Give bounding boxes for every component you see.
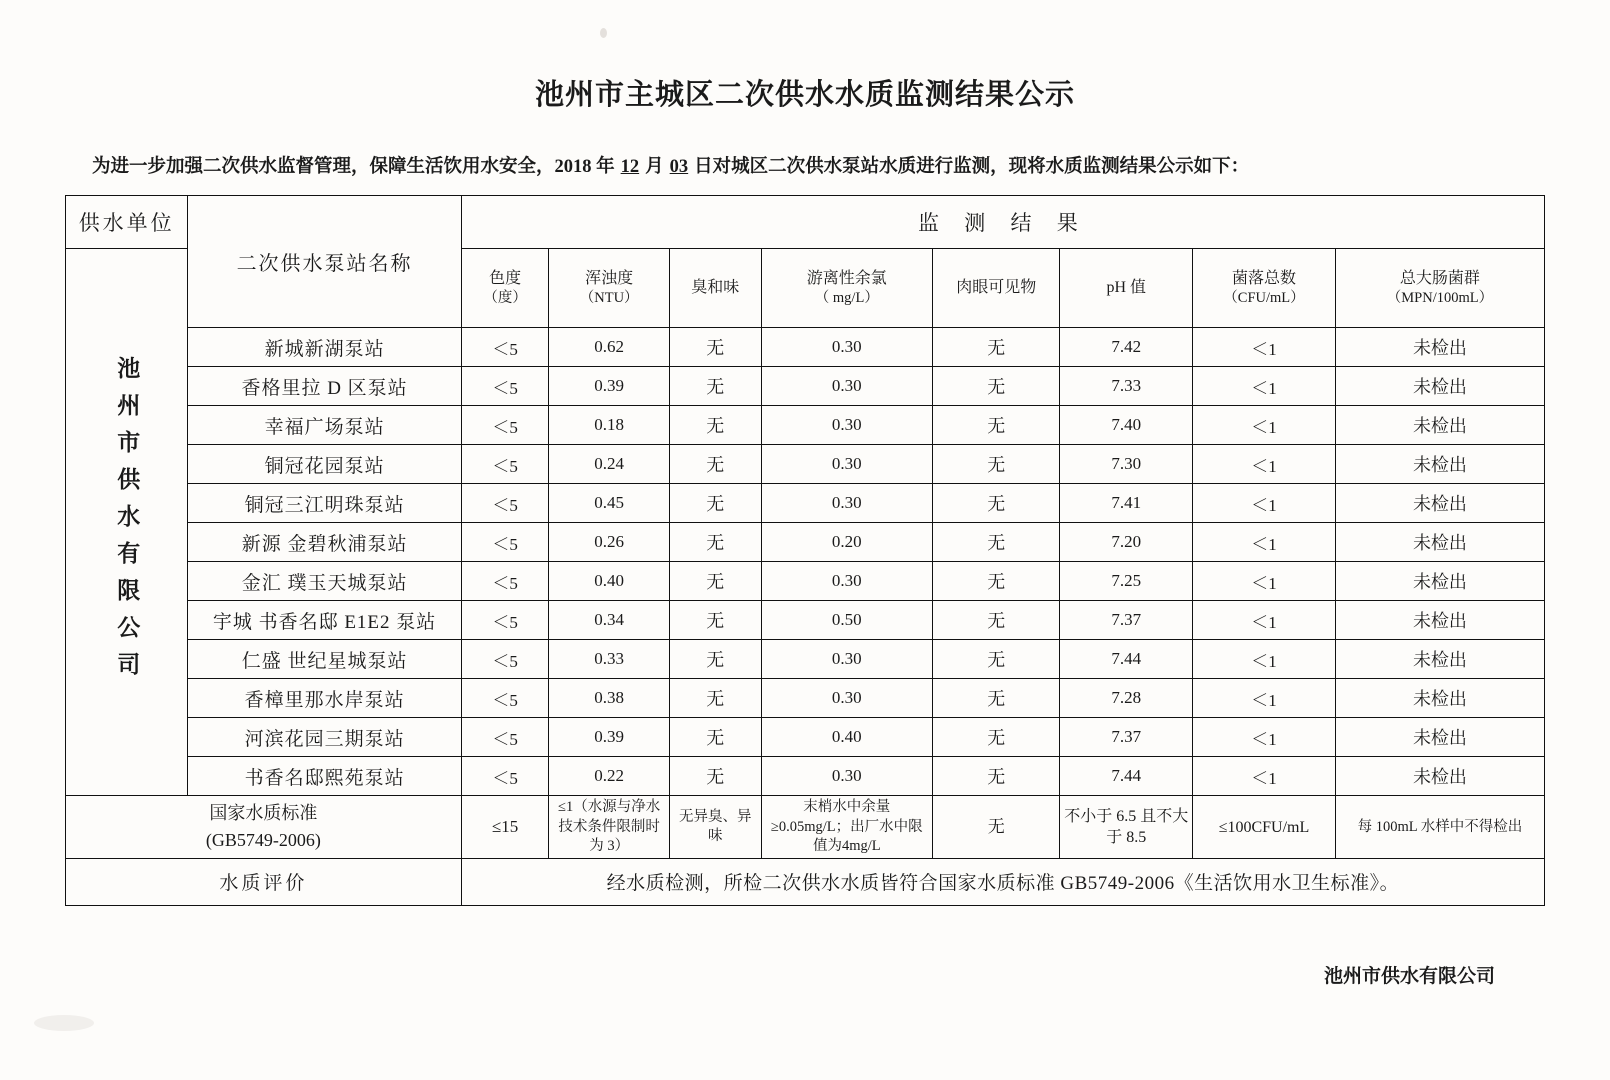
intro-month: 12 [620, 157, 640, 177]
intro-sep1: 月 [645, 157, 664, 177]
station-name: 书香名邸熙苑泵站 [188, 757, 461, 796]
table-row [66, 679, 1545, 718]
cell-ph: 7.33 [1060, 367, 1193, 406]
cell-free-chlorine: 0.20 [761, 523, 932, 562]
cell-bacteria-count: ＜1 [1193, 718, 1336, 757]
cell-turbidity: 0.34 [549, 601, 669, 640]
cell-visible-matter: 无 [932, 367, 1060, 406]
cell-color: ＜5 [461, 367, 549, 406]
scan-speck [600, 28, 607, 38]
table-row [66, 445, 1545, 484]
standard-free-chlorine: 末梢水中余量≥0.05mg/L；出厂水中限值为4mg/L [761, 796, 932, 858]
header-supply-unit: 供水单位 [66, 196, 188, 249]
cell-coliform: 未检出 [1335, 679, 1544, 718]
standard-turbidity: ≤1（水源与净水技术条件限制时为 3） [549, 796, 669, 858]
cell-bacteria-count: ＜1 [1193, 601, 1336, 640]
cell-visible-matter: 无 [932, 445, 1060, 484]
cell-turbidity: 0.39 [549, 718, 669, 757]
cell-coliform: 未检出 [1335, 367, 1544, 406]
column-header-ph [1060, 249, 1193, 328]
cell-odor: 无 [669, 367, 761, 406]
cell-turbidity: 0.40 [549, 562, 669, 601]
table-row [66, 367, 1545, 406]
col-label: 肉眼可见物 [956, 278, 1037, 296]
station-name: 香樟里那水岸泵站 [188, 679, 461, 718]
station-name: 宇城 书香名邸 E1E2 泵站 [188, 601, 461, 640]
cell-turbidity: 0.26 [549, 523, 669, 562]
cell-free-chlorine: 0.30 [761, 367, 932, 406]
cell-odor: 无 [669, 484, 761, 523]
cell-visible-matter: 无 [932, 757, 1060, 796]
station-name: 仁盛 世纪星城泵站 [188, 640, 461, 679]
table-row [66, 718, 1545, 757]
cell-turbidity: 0.38 [549, 679, 669, 718]
cell-turbidity: 0.39 [549, 367, 669, 406]
standard-bacteria-count: ≤100CFU/mL [1193, 796, 1336, 858]
intro-paragraph [92, 151, 1518, 183]
cell-free-chlorine: 0.30 [761, 445, 932, 484]
cell-bacteria-count: ＜1 [1193, 640, 1336, 679]
col-sub: （ mg/L） [814, 290, 879, 307]
intro-part2: 日对城区二次供水泵站水质进行监测，现将水质监测结果公示如下： [694, 157, 1250, 177]
cell-odor: 无 [669, 679, 761, 718]
cell-color: ＜5 [461, 718, 549, 757]
cell-free-chlorine: 0.30 [761, 406, 932, 445]
col-sub: （NTU） [579, 290, 639, 307]
cell-odor: 无 [669, 601, 761, 640]
column-header-bacteria-count [1193, 249, 1336, 328]
column-header-free-chlorine [761, 249, 932, 328]
table-row [66, 523, 1545, 562]
cell-color: ＜5 [461, 406, 549, 445]
standard-odor: 无异臭、异味 [669, 796, 761, 858]
table-row [66, 640, 1545, 679]
cell-color: ＜5 [461, 484, 549, 523]
cell-ph: 7.25 [1060, 562, 1193, 601]
cell-ph: 7.28 [1060, 679, 1193, 718]
cell-bacteria-count: ＜1 [1193, 679, 1336, 718]
cell-color: ＜5 [461, 445, 549, 484]
standard-row [66, 796, 1545, 858]
cell-ph: 7.44 [1060, 640, 1193, 679]
col-label: pH 值 [1106, 278, 1147, 296]
cell-free-chlorine: 0.30 [761, 484, 932, 523]
cell-ph: 7.30 [1060, 445, 1193, 484]
cell-color: ＜5 [461, 679, 549, 718]
cell-ph: 7.37 [1060, 718, 1193, 757]
cell-odor: 无 [669, 406, 761, 445]
cell-ph: 7.44 [1060, 757, 1193, 796]
cell-free-chlorine: 0.30 [761, 757, 932, 796]
cell-bacteria-count: ＜1 [1193, 562, 1336, 601]
cell-visible-matter: 无 [932, 406, 1060, 445]
cell-visible-matter: 无 [932, 718, 1060, 757]
column-header-color [461, 249, 549, 328]
cell-bacteria-count: ＜1 [1193, 484, 1336, 523]
cell-ph: 7.37 [1060, 601, 1193, 640]
evaluation-text: 经水质检测，所检二次供水水质皆符合国家水质标准 GB5749-2006《生活饮用水卫生标准》。 [461, 858, 1544, 905]
cell-coliform: 未检出 [1335, 718, 1544, 757]
standard-visible-matter: 无 [932, 796, 1060, 858]
station-name: 新源 金碧秋浦泵站 [188, 523, 461, 562]
standard-ph: 不小于 6.5 且不大于 8.5 [1060, 796, 1193, 858]
station-name: 铜冠三江明珠泵站 [188, 484, 461, 523]
cell-free-chlorine: 0.50 [761, 601, 932, 640]
cell-color: ＜5 [461, 328, 549, 367]
station-name: 铜冠花园泵站 [188, 445, 461, 484]
cell-bacteria-count: ＜1 [1193, 406, 1336, 445]
cell-coliform: 未检出 [1335, 562, 1544, 601]
supply-company-label: 池州市供水有限公司 [114, 355, 140, 689]
supply-company-cell [66, 249, 188, 796]
cell-turbidity: 0.45 [549, 484, 669, 523]
cell-coliform: 未检出 [1335, 757, 1544, 796]
col-label: 总大肠菌群 [1399, 269, 1480, 287]
cell-ph: 7.40 [1060, 406, 1193, 445]
cell-color: ＜5 [461, 523, 549, 562]
header-result-group: 监 测 结 果 [461, 196, 1544, 249]
col-sub: （CFU/mL） [1223, 290, 1305, 307]
cell-coliform: 未检出 [1335, 406, 1544, 445]
cell-color: ＜5 [461, 562, 549, 601]
cell-odor: 无 [669, 328, 761, 367]
table-row [66, 601, 1545, 640]
cell-free-chlorine: 0.30 [761, 328, 932, 367]
station-name: 新城新湖泵站 [188, 328, 461, 367]
cell-odor: 无 [669, 640, 761, 679]
table-row [66, 562, 1545, 601]
column-header-coliform [1335, 249, 1544, 328]
cell-bacteria-count: ＜1 [1193, 757, 1336, 796]
column-header-turbidity [549, 249, 669, 328]
station-name: 幸福广场泵站 [188, 406, 461, 445]
table-row [66, 757, 1545, 796]
column-header-odor [669, 249, 761, 328]
col-sub: （度） [483, 290, 527, 307]
cell-visible-matter: 无 [932, 484, 1060, 523]
cell-visible-matter: 无 [932, 601, 1060, 640]
cell-visible-matter: 无 [932, 679, 1060, 718]
cell-coliform: 未检出 [1335, 601, 1544, 640]
cell-odor: 无 [669, 445, 761, 484]
water-quality-table [65, 195, 1545, 905]
cell-odor: 无 [669, 757, 761, 796]
cell-turbidity: 0.24 [549, 445, 669, 484]
standard-label [66, 796, 462, 858]
standard-label-line1: 国家水质标准 [209, 803, 318, 824]
cell-odor: 无 [669, 562, 761, 601]
cell-ph: 7.42 [1060, 328, 1193, 367]
col-sub: （MPN/100mL） [1386, 290, 1494, 307]
cell-visible-matter: 无 [932, 562, 1060, 601]
cell-turbidity: 0.62 [549, 328, 669, 367]
standard-color: ≤15 [461, 796, 549, 858]
cell-coliform: 未检出 [1335, 523, 1544, 562]
cell-turbidity: 0.33 [549, 640, 669, 679]
cell-bacteria-count: ＜1 [1193, 523, 1336, 562]
cell-visible-matter: 无 [932, 328, 1060, 367]
station-name: 香格里拉 D 区泵站 [188, 367, 461, 406]
header-station-name: 二次供水泵站名称 [188, 196, 461, 328]
standard-coliform: 每 100mL 水样中不得检出 [1335, 796, 1544, 858]
cell-free-chlorine: 0.30 [761, 679, 932, 718]
cell-free-chlorine: 0.30 [761, 562, 932, 601]
cell-turbidity: 0.22 [549, 757, 669, 796]
col-label: 色度 [489, 269, 522, 287]
cell-bacteria-count: ＜1 [1193, 445, 1336, 484]
cell-free-chlorine: 0.30 [761, 640, 932, 679]
evaluation-label: 水质评价 [66, 858, 462, 905]
station-name: 金汇 璞玉天城泵站 [188, 562, 461, 601]
intro-part1: 为进一步加强二次供水监督管理，保障生活饮用水安全，2018 年 [92, 157, 615, 177]
table-row [66, 328, 1545, 367]
table-header-row-1 [66, 196, 1545, 249]
cell-bacteria-count: ＜1 [1193, 328, 1336, 367]
cell-odor: 无 [669, 523, 761, 562]
table-row [66, 484, 1545, 523]
station-name: 河滨花园三期泵站 [188, 718, 461, 757]
cell-color: ＜5 [461, 640, 549, 679]
cell-coliform: 未检出 [1335, 484, 1544, 523]
cell-color: ＜5 [461, 757, 549, 796]
cell-coliform: 未检出 [1335, 328, 1544, 367]
cell-odor: 无 [669, 718, 761, 757]
cell-ph: 7.41 [1060, 484, 1193, 523]
col-label: 臭和味 [691, 278, 740, 296]
intro-day: 03 [669, 157, 689, 177]
col-label: 菌落总数 [1231, 269, 1296, 287]
table-row [66, 406, 1545, 445]
page-title: 池州市主城区二次供水水质监测结果公示 [534, 79, 1075, 111]
cell-free-chlorine: 0.40 [761, 718, 932, 757]
cell-coliform: 未检出 [1335, 445, 1544, 484]
cell-visible-matter: 无 [932, 523, 1060, 562]
column-header-visible-matter [932, 249, 1060, 328]
cell-bacteria-count: ＜1 [1193, 367, 1336, 406]
evaluation-row [66, 858, 1545, 905]
cell-color: ＜5 [461, 601, 549, 640]
cell-ph: 7.20 [1060, 523, 1193, 562]
cell-turbidity: 0.18 [549, 406, 669, 445]
cell-visible-matter: 无 [932, 640, 1060, 679]
cell-coliform: 未检出 [1335, 640, 1544, 679]
standard-label-line2: (GB5749-2006) [205, 830, 321, 851]
scan-speck [34, 1015, 94, 1031]
signature-company: 池州市供水有限公司 [1323, 966, 1495, 987]
col-label: 游离性余氯 [806, 269, 887, 287]
col-label: 浑浊度 [585, 269, 634, 287]
